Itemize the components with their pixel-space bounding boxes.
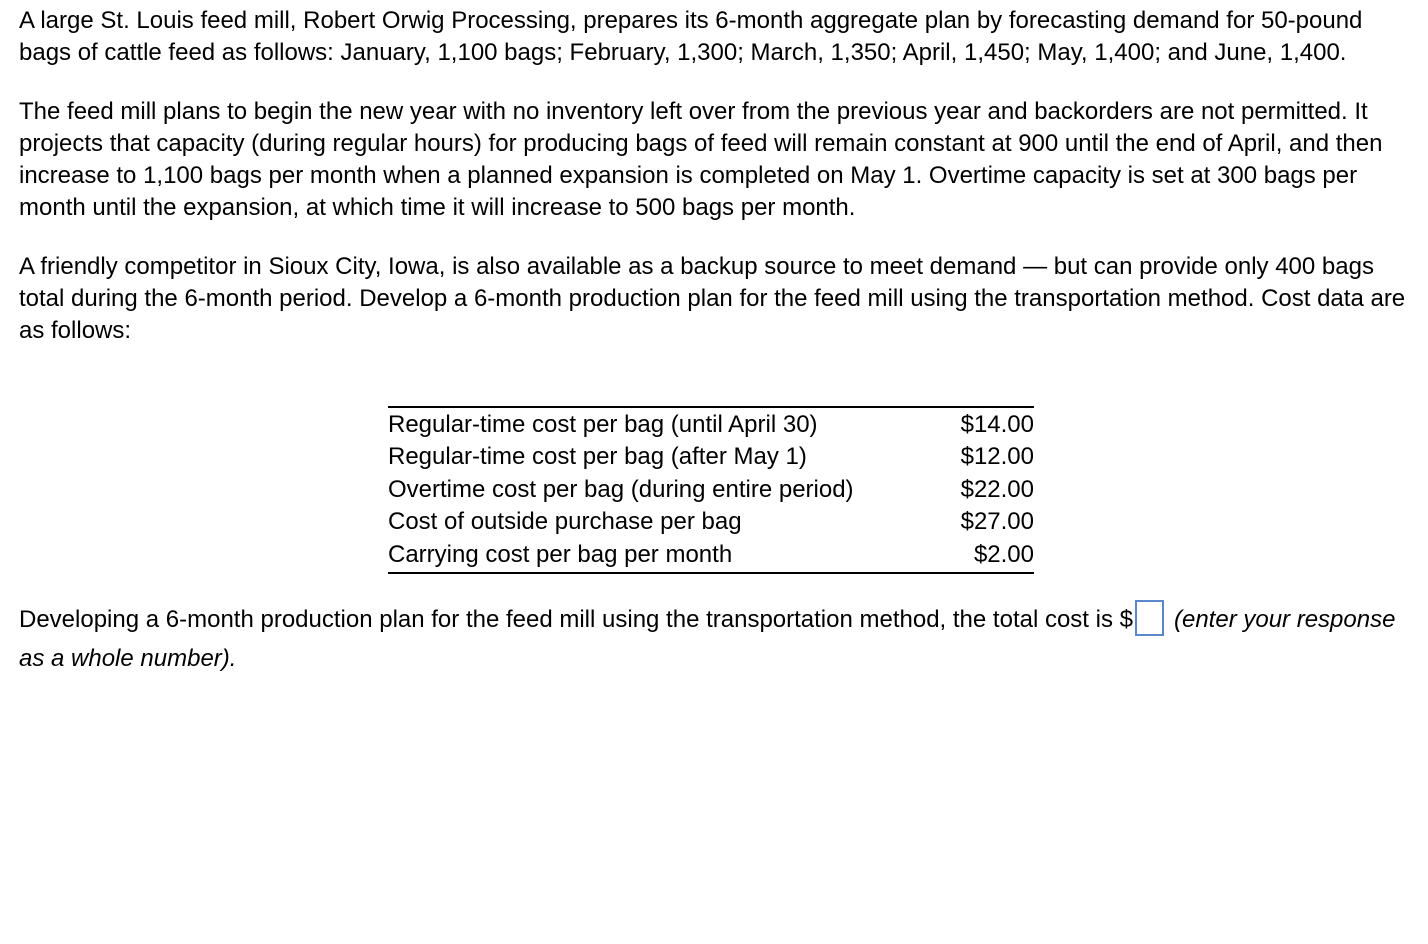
question-prefix: Developing a 6-month production plan for the feed mill using the transportation method, the total cost is $ bbox=[19, 606, 1133, 633]
total-cost-answer-input[interactable] bbox=[1135, 600, 1164, 636]
cost-value: $27.00 bbox=[960, 508, 1034, 536]
cost-label: Overtime cost per bag (during entire period) bbox=[388, 475, 854, 503]
cost-row-carrying bbox=[388, 539, 1034, 571]
problem-paragraph-competitor: A friendly competitor in Sioux City, Iowa, is also available as a backup source to meet demand — but can provide only 400 bags total during the 6-month period. Develop a 6-month production plan for the feed mill using the transportation method. Cost data are as follows: bbox=[19, 253, 1406, 344]
cost-label: Cost of outside purchase per bag bbox=[388, 508, 742, 536]
cost-label: Carrying cost per bag per month bbox=[388, 540, 733, 568]
cost-value: $12.00 bbox=[960, 443, 1034, 471]
problem-paragraph-demand: A large St. Louis feed mill, Robert Orwig Processing, prepares its 6-month aggregate plan by forecasting demand for 50-pound bags of cattle feed as follows: January, 1,100 bags; February, 1,300; March, 1,350; April, 1,450; May, 1,400; and June, 1,400. bbox=[19, 7, 1363, 66]
problem-paragraph-capacity: The feed mill plans to begin the new year with no inventory left over from the previous year and backorders are not permitted. It projects that capacity (during regular hours) for producing bags of feed will remain constant at 900 until the end of April, and then increase to 1,100 bags per month when a planned expansion is completed on May 1. Overtime capacity is set at 300 bags per month until the expansion, at which time it will increase to 500 bags per month. bbox=[19, 98, 1383, 221]
cost-label: Regular-time cost per bag (after May 1) bbox=[388, 443, 807, 471]
cost-row-regular-until-april bbox=[388, 409, 1034, 441]
question-instruction: (enter your response as a whole number). bbox=[19, 606, 1396, 672]
cost-value: $14.00 bbox=[960, 411, 1034, 438]
cost-row-outside-purchase bbox=[388, 506, 1034, 538]
cost-data-table bbox=[388, 406, 1034, 574]
problem-text bbox=[19, 5, 1414, 374]
cost-value: $2.00 bbox=[973, 540, 1034, 568]
cost-row-regular-after-may bbox=[388, 441, 1034, 473]
cost-label: Regular-time cost per bag (until April 30) bbox=[388, 411, 818, 438]
question-prompt bbox=[19, 600, 1419, 678]
cost-row-overtime bbox=[388, 474, 1034, 506]
cost-value: $22.00 bbox=[960, 475, 1034, 503]
